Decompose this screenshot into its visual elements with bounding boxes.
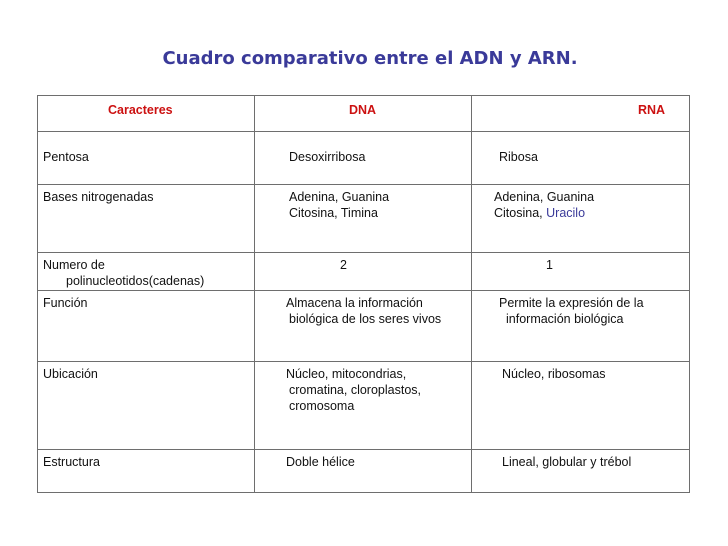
row-label xyxy=(38,253,254,289)
header-caracteres-label: Caracteres xyxy=(108,103,173,117)
uracilo-highlight: Uracilo xyxy=(546,206,586,220)
dna-line: Núcleo, mitocondrias, xyxy=(286,367,407,381)
dna-line: Citosina, Timina xyxy=(289,206,378,220)
header-caracteres xyxy=(38,96,255,132)
dna-line: cromosoma xyxy=(289,399,355,413)
row-label: Función xyxy=(43,296,88,310)
row-label-cell xyxy=(38,132,255,185)
rna-line: Adenina, Guanina xyxy=(494,190,595,204)
row-label-line: polinucleotidos(cadenas) xyxy=(66,274,205,288)
table-row xyxy=(38,253,690,291)
dna-line: biológica de los seres vivos xyxy=(289,312,442,326)
row-label-cell xyxy=(38,185,255,253)
rna-value: Núcleo, ribosomas xyxy=(502,367,606,381)
row-label: Pentosa xyxy=(43,150,89,164)
rna-cell xyxy=(472,291,690,362)
rna-cell xyxy=(472,253,690,291)
table-row xyxy=(38,185,690,253)
dna-cell xyxy=(255,362,472,450)
row-label-cell xyxy=(38,362,255,450)
comparison-table xyxy=(37,95,690,493)
dna-line: cromatina, cloroplastos, xyxy=(289,383,422,397)
header-rna-label: RNA xyxy=(638,103,666,117)
header-dna-label: DNA xyxy=(349,103,377,117)
rna-cell xyxy=(472,132,690,185)
dna-cell xyxy=(255,253,472,291)
row-label-cell xyxy=(38,450,255,493)
dna-value xyxy=(255,362,471,414)
row-label-cell xyxy=(38,291,255,362)
rna-value: 1 xyxy=(546,258,553,272)
rna-cell xyxy=(472,362,690,450)
dna-line: Almacena la información xyxy=(286,296,423,310)
row-label: Ubicación xyxy=(43,367,98,381)
dna-cell xyxy=(255,132,472,185)
table-row xyxy=(38,132,690,185)
dna-value: Desoxirribosa xyxy=(289,150,366,164)
dna-value: 2 xyxy=(340,258,347,272)
rna-line: Permite la expresión de la xyxy=(499,296,644,310)
dna-line: Adenina, Guanina xyxy=(289,190,390,204)
rna-line xyxy=(494,205,689,221)
rna-value: Lineal, globular y trébol xyxy=(502,455,632,469)
row-label-line: Numero de xyxy=(43,258,105,272)
rna-value: Ribosa xyxy=(499,150,538,164)
rna-cell xyxy=(472,185,690,253)
table-row xyxy=(38,362,690,450)
dna-cell xyxy=(255,291,472,362)
table-header-row xyxy=(38,96,690,132)
row-label-cell xyxy=(38,253,255,291)
rna-value xyxy=(472,185,689,221)
dna-value: Doble hélice xyxy=(286,455,355,469)
rna-cell xyxy=(472,450,690,493)
rna-line-prefix: Citosina, xyxy=(494,206,543,220)
header-dna xyxy=(255,96,472,132)
dna-cell xyxy=(255,450,472,493)
dna-value xyxy=(255,185,471,221)
row-label: Bases nitrogenadas xyxy=(43,190,154,204)
table-row xyxy=(38,291,690,362)
page-title: Cuadro comparativo entre el ADN y ARN. xyxy=(162,48,578,69)
dna-cell xyxy=(255,185,472,253)
header-rna xyxy=(472,96,690,132)
rna-value xyxy=(472,291,689,327)
row-label: Estructura xyxy=(43,455,100,469)
table-row xyxy=(38,450,690,493)
rna-line: información biológica xyxy=(506,312,624,326)
dna-value xyxy=(255,291,471,327)
